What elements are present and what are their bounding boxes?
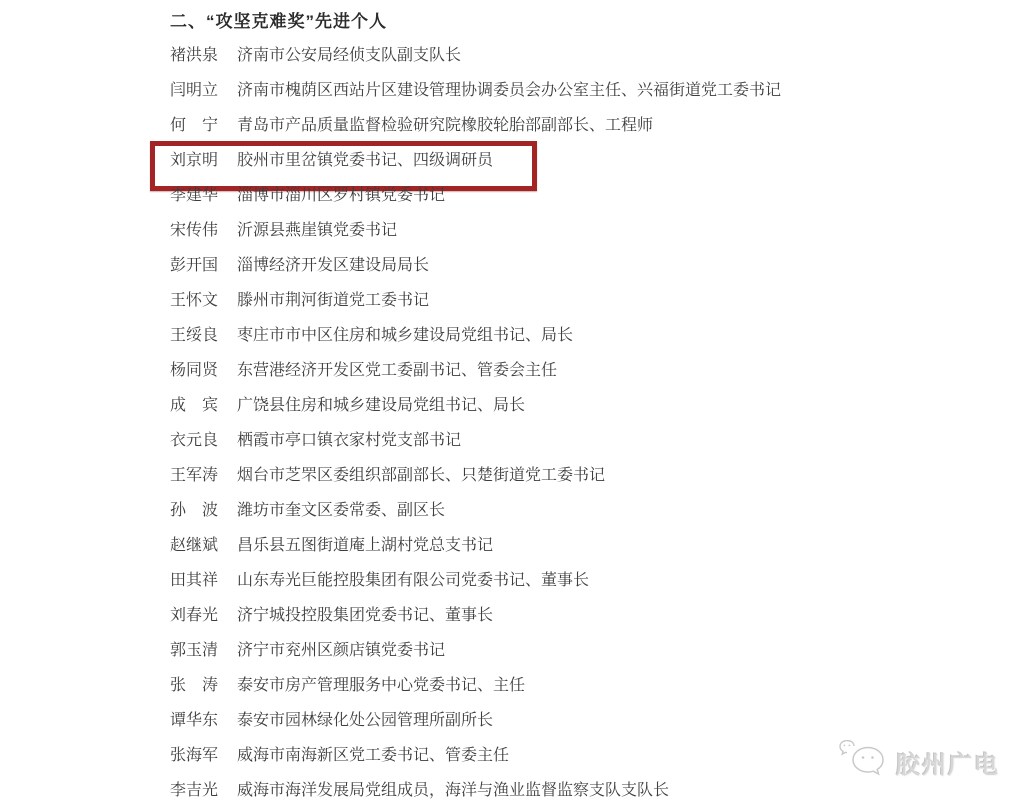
list-item (170, 316, 1026, 351)
person-name: 张海军 (170, 747, 219, 764)
watermark (838, 740, 1000, 784)
person-name: 李建华 (170, 187, 219, 204)
person-name: 王军涛 (170, 467, 219, 484)
person-name: 刘春光 (170, 607, 219, 624)
person-title: 滕州市荆河街道党工委书记 (237, 292, 430, 309)
person-name: 李吉光 (170, 782, 219, 799)
person-name: 赵继斌 (170, 537, 219, 554)
person-title: 威海市南海新区党工委书记、管委主任 (237, 747, 510, 764)
list-item (170, 561, 1026, 596)
person-title: 泰安市园林绿化处公园管理所副所长 (237, 712, 494, 729)
list-item (170, 351, 1026, 386)
person-title: 泰安市房产管理服务中心党委书记、主任 (237, 677, 526, 694)
person-name: 王绥良 (170, 327, 219, 344)
person-title: 威海市海洋发展局党组成员，海洋与渔业监督监察支队支队长 (237, 782, 670, 799)
person-title: 栖霞市亭口镇衣家村党支部书记 (237, 432, 462, 449)
person-title: 青岛市产品质量监督检验研究院橡胶轮胎部副部长、工程师 (237, 117, 654, 134)
list-item (170, 701, 1026, 736)
list-item (170, 36, 1026, 71)
person-name: 田其祥 (170, 572, 219, 589)
list-item (170, 106, 1026, 141)
list-item (170, 456, 1026, 491)
person-title: 淄博市淄川区罗村镇党委书记 (237, 187, 446, 204)
person-name: 闫明立 (170, 82, 219, 99)
person-title: 济南市公安局经侦支队副支队长 (237, 47, 462, 64)
person-title: 沂源县燕崖镇党委书记 (237, 222, 398, 239)
person-title: 山东寿光巨能控股集团有限公司党委书记、董事长 (237, 572, 590, 589)
person-title: 枣庄市市中区住房和城乡建设局党组书记、局长 (237, 327, 574, 344)
person-title: 潍坊市奎文区委常委、副区长 (237, 502, 446, 519)
person-name: 刘京明 (170, 152, 219, 169)
chat-bubbles-icon (838, 740, 890, 784)
list-item (170, 211, 1026, 246)
list-item (170, 421, 1026, 456)
list-item (170, 71, 1026, 106)
person-name: 谭华东 (170, 712, 219, 729)
person-title: 济宁城投控股集团党委书记、董事长 (237, 607, 494, 624)
person-title: 济宁市兖州区颜店镇党委书记 (237, 642, 446, 659)
award-list (170, 36, 1026, 806)
list-item (170, 281, 1026, 316)
list-item (170, 386, 1026, 421)
person-name: 王怀文 (170, 292, 219, 309)
person-name: 张 涛 (170, 677, 219, 694)
list-item (170, 141, 1026, 176)
list-item (170, 596, 1026, 631)
section-title: 二、“攻坚克难奖”先进个人 (170, 12, 387, 31)
person-title: 烟台市芝罘区委组织部副部长、只楚街道党工委书记 (237, 467, 606, 484)
person-name: 宋传伟 (170, 222, 219, 239)
person-name: 褚洪泉 (170, 47, 219, 64)
list-item (170, 526, 1026, 561)
person-name: 郭玉清 (170, 642, 219, 659)
list-item (170, 246, 1026, 281)
person-name: 孙 波 (170, 502, 219, 519)
person-name: 何 宁 (170, 117, 219, 134)
list-item (170, 666, 1026, 701)
list-item (170, 631, 1026, 666)
person-title: 昌乐县五图街道庵上湖村党总支书记 (237, 537, 494, 554)
person-title: 济南市槐荫区西站片区建设管理协调委员会办公室主任、兴福街道党工委书记 (237, 82, 782, 99)
person-name: 彭开国 (170, 257, 219, 274)
person-title: 淄博经济开发区建设局局长 (237, 257, 430, 274)
person-title: 广饶县住房和城乡建设局党组书记、局长 (237, 397, 526, 414)
list-item (170, 176, 1026, 211)
person-title: 东营港经济开发区党工委副书记、管委会主任 (237, 362, 558, 379)
person-name: 成 宾 (170, 397, 219, 414)
person-name: 杨同贤 (170, 362, 219, 379)
watermark-text: 胶州广电 (896, 751, 1000, 779)
person-title: 胶州市里岔镇党委书记、四级调研员 (237, 152, 494, 169)
list-item (170, 491, 1026, 526)
person-name: 衣元良 (170, 432, 219, 449)
